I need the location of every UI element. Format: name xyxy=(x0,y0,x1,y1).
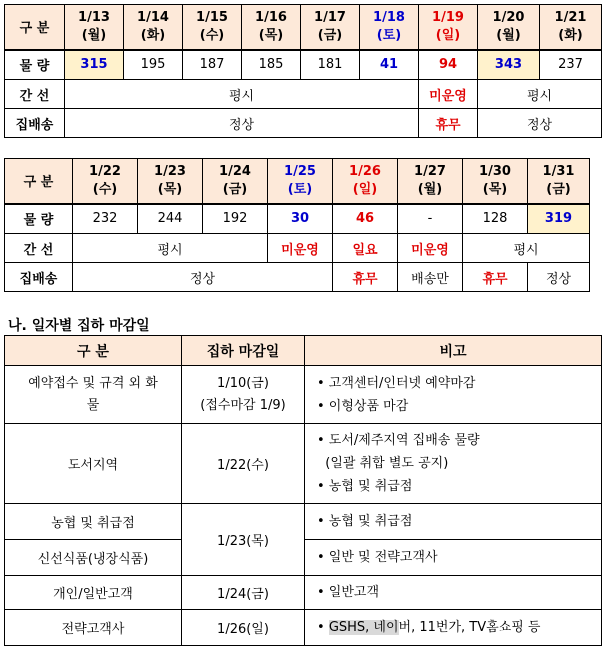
remark-line: • 고객센터/인터넷 예약마감 xyxy=(317,375,476,391)
cutoff-row xyxy=(5,504,602,540)
section-title: 나. 일자별 집하 마감일 xyxy=(8,318,150,334)
weekday-label: (일) xyxy=(352,181,378,197)
trunk-sunday-cell: 일요 xyxy=(333,234,398,263)
weekday-label: (월) xyxy=(417,181,443,197)
trunk-off-cell: 미운영 xyxy=(398,234,463,263)
trunk-row xyxy=(5,234,590,263)
volume-cell: - xyxy=(398,204,463,234)
volume-cell: 319 xyxy=(528,204,590,234)
date-header-cell xyxy=(124,5,183,50)
delivery-rest-cell: 휴무 xyxy=(419,109,478,138)
delivery-only-cell: 배송만 xyxy=(398,263,463,292)
row-header-cell: 구 분 xyxy=(5,5,65,50)
volume-row xyxy=(5,204,590,234)
volume-cell: 185 xyxy=(242,50,301,80)
trunk-normal-cell: 평시 xyxy=(73,234,268,263)
volume-cell: 237 xyxy=(540,50,602,80)
weekday-label: (화) xyxy=(558,27,583,43)
cutoff-date-cell: 1/22(수) xyxy=(182,424,305,504)
volume-cell: 192 xyxy=(203,204,268,234)
remarks-cell xyxy=(305,540,602,576)
remark-line: • 일반 및 전략고객사 xyxy=(317,550,438,565)
category-cell: 농협 및 취급점 xyxy=(5,504,182,540)
volume-cell: 94 xyxy=(419,50,478,80)
weekday-label: (월) xyxy=(496,27,521,43)
date-label: 1/24 xyxy=(219,163,251,179)
volume-cell: 30 xyxy=(268,204,333,234)
cutoff-row xyxy=(5,424,602,504)
remark-line: • 농협 및 취급점 xyxy=(317,479,413,494)
category-cell: 전략고객사 xyxy=(5,610,182,646)
category-cell: 예약접수 및 규격 외 화물 xyxy=(5,366,182,424)
delivery-rest-cell: 휴무 xyxy=(333,263,398,292)
weekday-label: (목) xyxy=(482,181,508,197)
trunk-normal-cell: 평시 xyxy=(65,80,419,109)
weekday-label: (목) xyxy=(157,181,183,197)
date-header-cell xyxy=(242,5,301,50)
cutoff-row xyxy=(5,366,602,424)
volume-cell: 187 xyxy=(183,50,242,80)
date-label: 1/17 xyxy=(314,9,346,25)
trunk-normal-cell: 평시 xyxy=(463,234,590,263)
volume-cell: 232 xyxy=(73,204,138,234)
date-label: 1/27 xyxy=(414,163,446,179)
remark-line: • 일반고객 xyxy=(317,585,380,600)
weekday-label: (수) xyxy=(92,181,118,197)
volume-cell: 128 xyxy=(463,204,528,234)
date-header-cell xyxy=(398,159,463,204)
weekday-label: (토) xyxy=(287,181,313,197)
date-label: 1/22 xyxy=(89,163,121,179)
schedule-table-week2 xyxy=(4,158,590,292)
remarks-cell xyxy=(305,576,602,610)
date-label: 1/26 xyxy=(349,163,381,179)
category-cell: 개인/일반고객 xyxy=(5,576,182,610)
header-remarks: 비고 xyxy=(305,336,602,366)
date-label: 1/19 xyxy=(432,9,464,25)
remarks-cell xyxy=(305,504,602,540)
volume-label: 물 량 xyxy=(5,50,65,80)
weekday-label: (금) xyxy=(317,27,343,43)
weekday-label: (금) xyxy=(222,181,248,197)
weekday-label: (토) xyxy=(376,27,402,43)
row-header-cell: 구 분 xyxy=(5,159,73,204)
date-header-cell xyxy=(463,159,528,204)
date-header-cell xyxy=(301,5,360,50)
date-header-cell xyxy=(138,159,203,204)
date-header-cell xyxy=(333,159,398,204)
date-label: 1/16 xyxy=(255,9,287,25)
date-header-cell xyxy=(65,5,124,50)
date-header-cell xyxy=(203,159,268,204)
date-label: 1/30 xyxy=(479,163,511,179)
date-label: 1/13 xyxy=(78,9,110,25)
date-header-cell xyxy=(73,159,138,204)
highlighted-text: GSHS, 네이 xyxy=(328,620,399,635)
volume-cell: 244 xyxy=(138,204,203,234)
volume-cell: 46 xyxy=(333,204,398,234)
date-label: 1/15 xyxy=(196,9,228,25)
remark-line: • 도서/제주지역 집배송 물량 xyxy=(317,433,480,448)
weekday-label: (월) xyxy=(81,27,107,43)
cutoff-date-cell xyxy=(182,366,305,424)
cutoff-row xyxy=(5,610,602,646)
date-header-row xyxy=(5,5,602,50)
delivery-normal-cell: 정상 xyxy=(65,109,419,138)
date-header-row xyxy=(5,159,590,204)
delivery-label: 집배송 xyxy=(5,263,73,292)
cutoff-date-cell: 1/24(금) xyxy=(182,576,305,610)
delivery-normal-cell: 정상 xyxy=(478,109,602,138)
delivery-row xyxy=(5,109,602,138)
category-cell: 도서지역 xyxy=(5,424,182,504)
trunk-off-cell: 미운영 xyxy=(419,80,478,109)
date-header-cell xyxy=(528,159,590,204)
volume-row xyxy=(5,50,602,80)
delivery-row xyxy=(5,263,590,292)
weekday-label: (금) xyxy=(546,181,571,197)
volume-cell: 41 xyxy=(360,50,419,80)
header-category: 구 분 xyxy=(5,336,182,366)
cutoff-table xyxy=(4,335,602,646)
category-cell: 신선식품(냉장식품) xyxy=(5,540,182,576)
bullet: • xyxy=(317,620,329,635)
date-label: 1/25 xyxy=(284,163,316,179)
date-header-cell xyxy=(419,5,478,50)
cutoff-date-cell: 1/26(일) xyxy=(182,610,305,646)
weekday-label: (목) xyxy=(258,27,284,43)
date-header-cell xyxy=(360,5,419,50)
trunk-row xyxy=(5,80,602,109)
trunk-label: 간 선 xyxy=(5,80,65,109)
cutoff-date-cell: 1/23(목) xyxy=(182,504,305,576)
date-label: 1/23 xyxy=(154,163,186,179)
remarks-cell xyxy=(305,610,602,646)
weekday-label: (수) xyxy=(199,27,225,43)
date-label: 1/31 xyxy=(542,163,575,179)
delivery-label: 집배송 xyxy=(5,109,65,138)
volume-label: 물 량 xyxy=(5,204,73,234)
remarks-cell xyxy=(305,366,602,424)
schedule-table-week1 xyxy=(4,4,602,138)
date-label: 1/20 xyxy=(492,9,525,25)
header-cutoff-date: 집하 마감일 xyxy=(182,336,305,366)
date-label: 1/18 xyxy=(373,9,405,25)
trunk-off-cell: 미운영 xyxy=(268,234,333,263)
cutoff-header-row xyxy=(5,336,602,366)
weekday-label: (화) xyxy=(140,27,166,43)
weekday-label: (일) xyxy=(435,27,461,43)
trunk-normal-cell: 평시 xyxy=(478,80,602,109)
remark-line: • 이형상품 마감 xyxy=(317,398,409,414)
delivery-normal-cell: 정상 xyxy=(528,263,590,292)
remarks-cell xyxy=(305,424,602,504)
delivery-rest-cell: 휴무 xyxy=(463,263,528,292)
remark-line xyxy=(317,616,601,639)
volume-cell: 343 xyxy=(478,50,540,80)
remark-line: • 농협 및 취급점 xyxy=(317,514,413,529)
volume-cell: 181 xyxy=(301,50,360,80)
remark-text: 버, 11번가, TV홈쇼핑 등 xyxy=(398,620,541,635)
cutoff-row xyxy=(5,576,602,610)
date-header-cell xyxy=(478,5,540,50)
trunk-label: 간 선 xyxy=(5,234,73,263)
date-header-cell xyxy=(183,5,242,50)
date-header-cell xyxy=(540,5,602,50)
remark-line: (일괄 취합 별도 공지) xyxy=(317,456,449,471)
date-label: 1/21 xyxy=(554,9,587,25)
cutoff-date: 1/10(금) xyxy=(217,375,269,391)
date-label: 1/14 xyxy=(137,9,169,25)
volume-cell: 195 xyxy=(124,50,183,80)
volume-cell: 315 xyxy=(65,50,124,80)
date-header-cell xyxy=(268,159,333,204)
delivery-normal-cell: 정상 xyxy=(73,263,333,292)
cutoff-date-note: (접수마감 1/9) xyxy=(200,397,286,413)
